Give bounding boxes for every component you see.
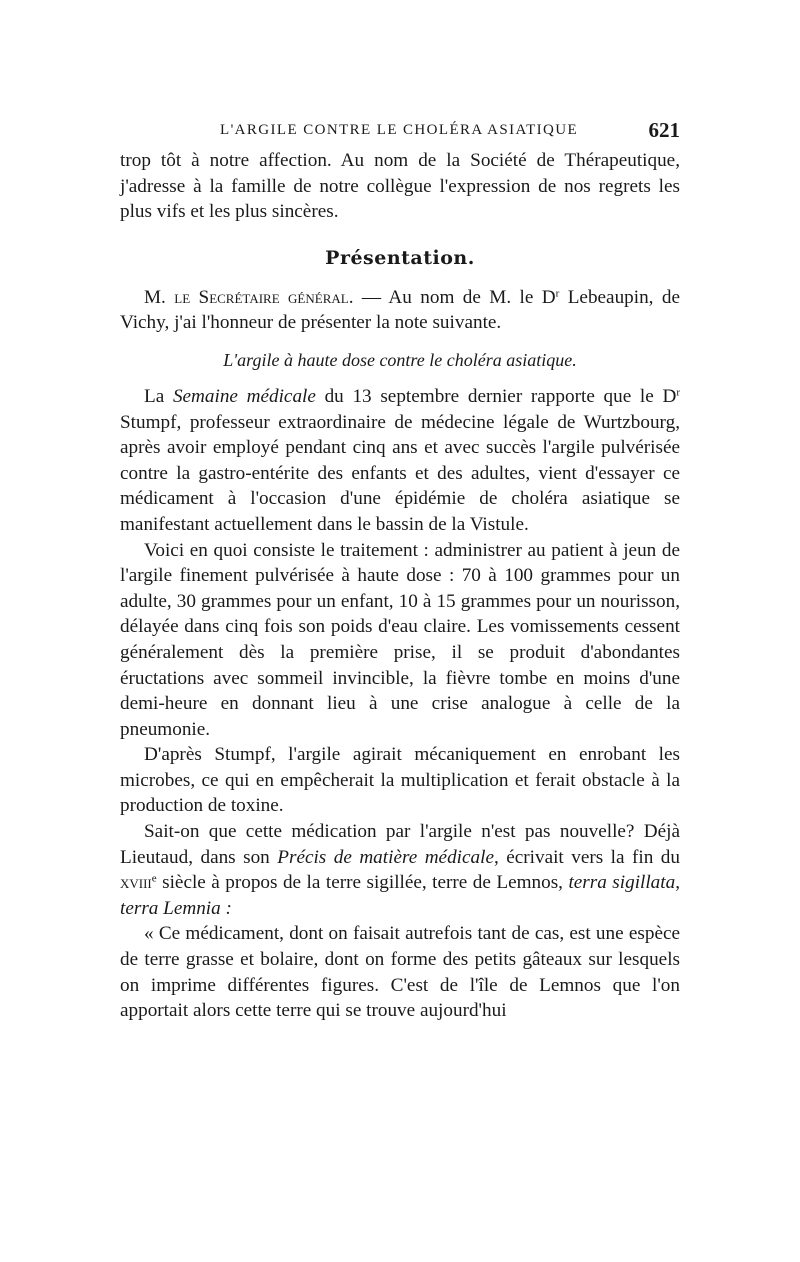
p1-before-sup: du 13 septembre dernier rapporte que le D <box>315 385 677 407</box>
body-paragraph-1 <box>120 384 680 538</box>
presentation-text-b: Lebeaupin, de Vichy, j'ai l'honneur de présenter la note suivante. <box>120 286 680 334</box>
p4-latin-1: terra sigillata <box>568 872 676 894</box>
p1-journal: Semaine médicale <box>172 385 316 407</box>
p4-before-century: , écrivait vers la fin du <box>493 846 680 868</box>
body-paragraph-5: « Ce médicament, dont on faisait autrefois tant de cas, est une espèce de terre grasse et bolaire, dont on forme des petits gâteaux sur lesquels on imprime différentes figures. C'est de l'île de Lemnos que l'on apportait alors cette terre qui se trouve aujourd'hui <box>120 923 680 1022</box>
running-title: L'ARGILE CONTRE LE CHOLÉRA ASIATIQUE <box>220 122 579 138</box>
page <box>120 118 680 1024</box>
p4-lead: Sait-on que cette médication par l'argile n'est pas nouvelle? Déjà Lieutaud, dans son <box>120 821 680 868</box>
p4-book: Précis de matière médicale <box>277 846 494 868</box>
opening-paragraph: trop tôt à notre affection. Au nom de la Société de Thérapeutique, j'adresse à la famille de notre collègue l'expression de nos regrets les plus vifs et les plus sincères. <box>120 150 680 223</box>
p4-century: xviii <box>120 872 152 894</box>
presentation-paragraph <box>120 285 680 336</box>
presentation-sup: r <box>555 287 560 300</box>
p1-sup: r <box>676 386 680 399</box>
section-heading: Présentation. <box>325 246 475 269</box>
body-paragraph-3: D'après Stumpf, l'argile agirait mécaniquement en enrobant les microbes, ce qui en empêcherait la multiplication et ferait obstacle à la production de toxine. <box>120 744 680 817</box>
note-title: L'argile à haute dose contre le choléra asiatique. <box>223 349 577 370</box>
page-number: 621 <box>648 118 680 142</box>
p4-separator: , <box>675 872 680 894</box>
p1-lead: La <box>144 385 173 407</box>
p4-latin-2: terra Lemnia : <box>120 897 232 919</box>
p1-rest: Stumpf, professeur extraordinaire de médecine légale de Wurtzbourg, après avoir employé pendant cinq ans et avec succès l'argile pulvérisée contre la gastro-entérite des enfants et des adultes, vient d'essayer ce médicament à l'occasion d'une épidémie de choléra asiatique se manifestant actuellement dans le bassin de la Vistule. <box>120 411 680 535</box>
body-paragraph-2: Voici en quoi consiste le traitement : administrer au patient à jeun de l'argile finement pulvérisée à haute dose : 70 à 100 grammes pour un adulte, 30 grammes pour un enfant, 10 à 15 grammes pour un nourisson, délayée dans cinq fois son poids d'eau claire. Les vomissements cessent généralement dès la première prise, il se produit d'abondantes éructations avec sommeil invincible, la fièvre tombe en moins d'une demi-heure en donnant lieu à une crise analogue à celle de la pneumonie. <box>120 539 680 740</box>
speaker-title: M. le Secrétaire général. <box>144 286 354 308</box>
running-header <box>120 118 680 148</box>
p4-century-sup: e <box>151 872 157 885</box>
p4-before-latin: siècle à propos de la terre sigillée, terre de Lemnos, <box>156 872 569 894</box>
body-paragraph-4 <box>120 819 680 921</box>
presentation-text-a: — Au nom de M. le D <box>353 286 556 308</box>
